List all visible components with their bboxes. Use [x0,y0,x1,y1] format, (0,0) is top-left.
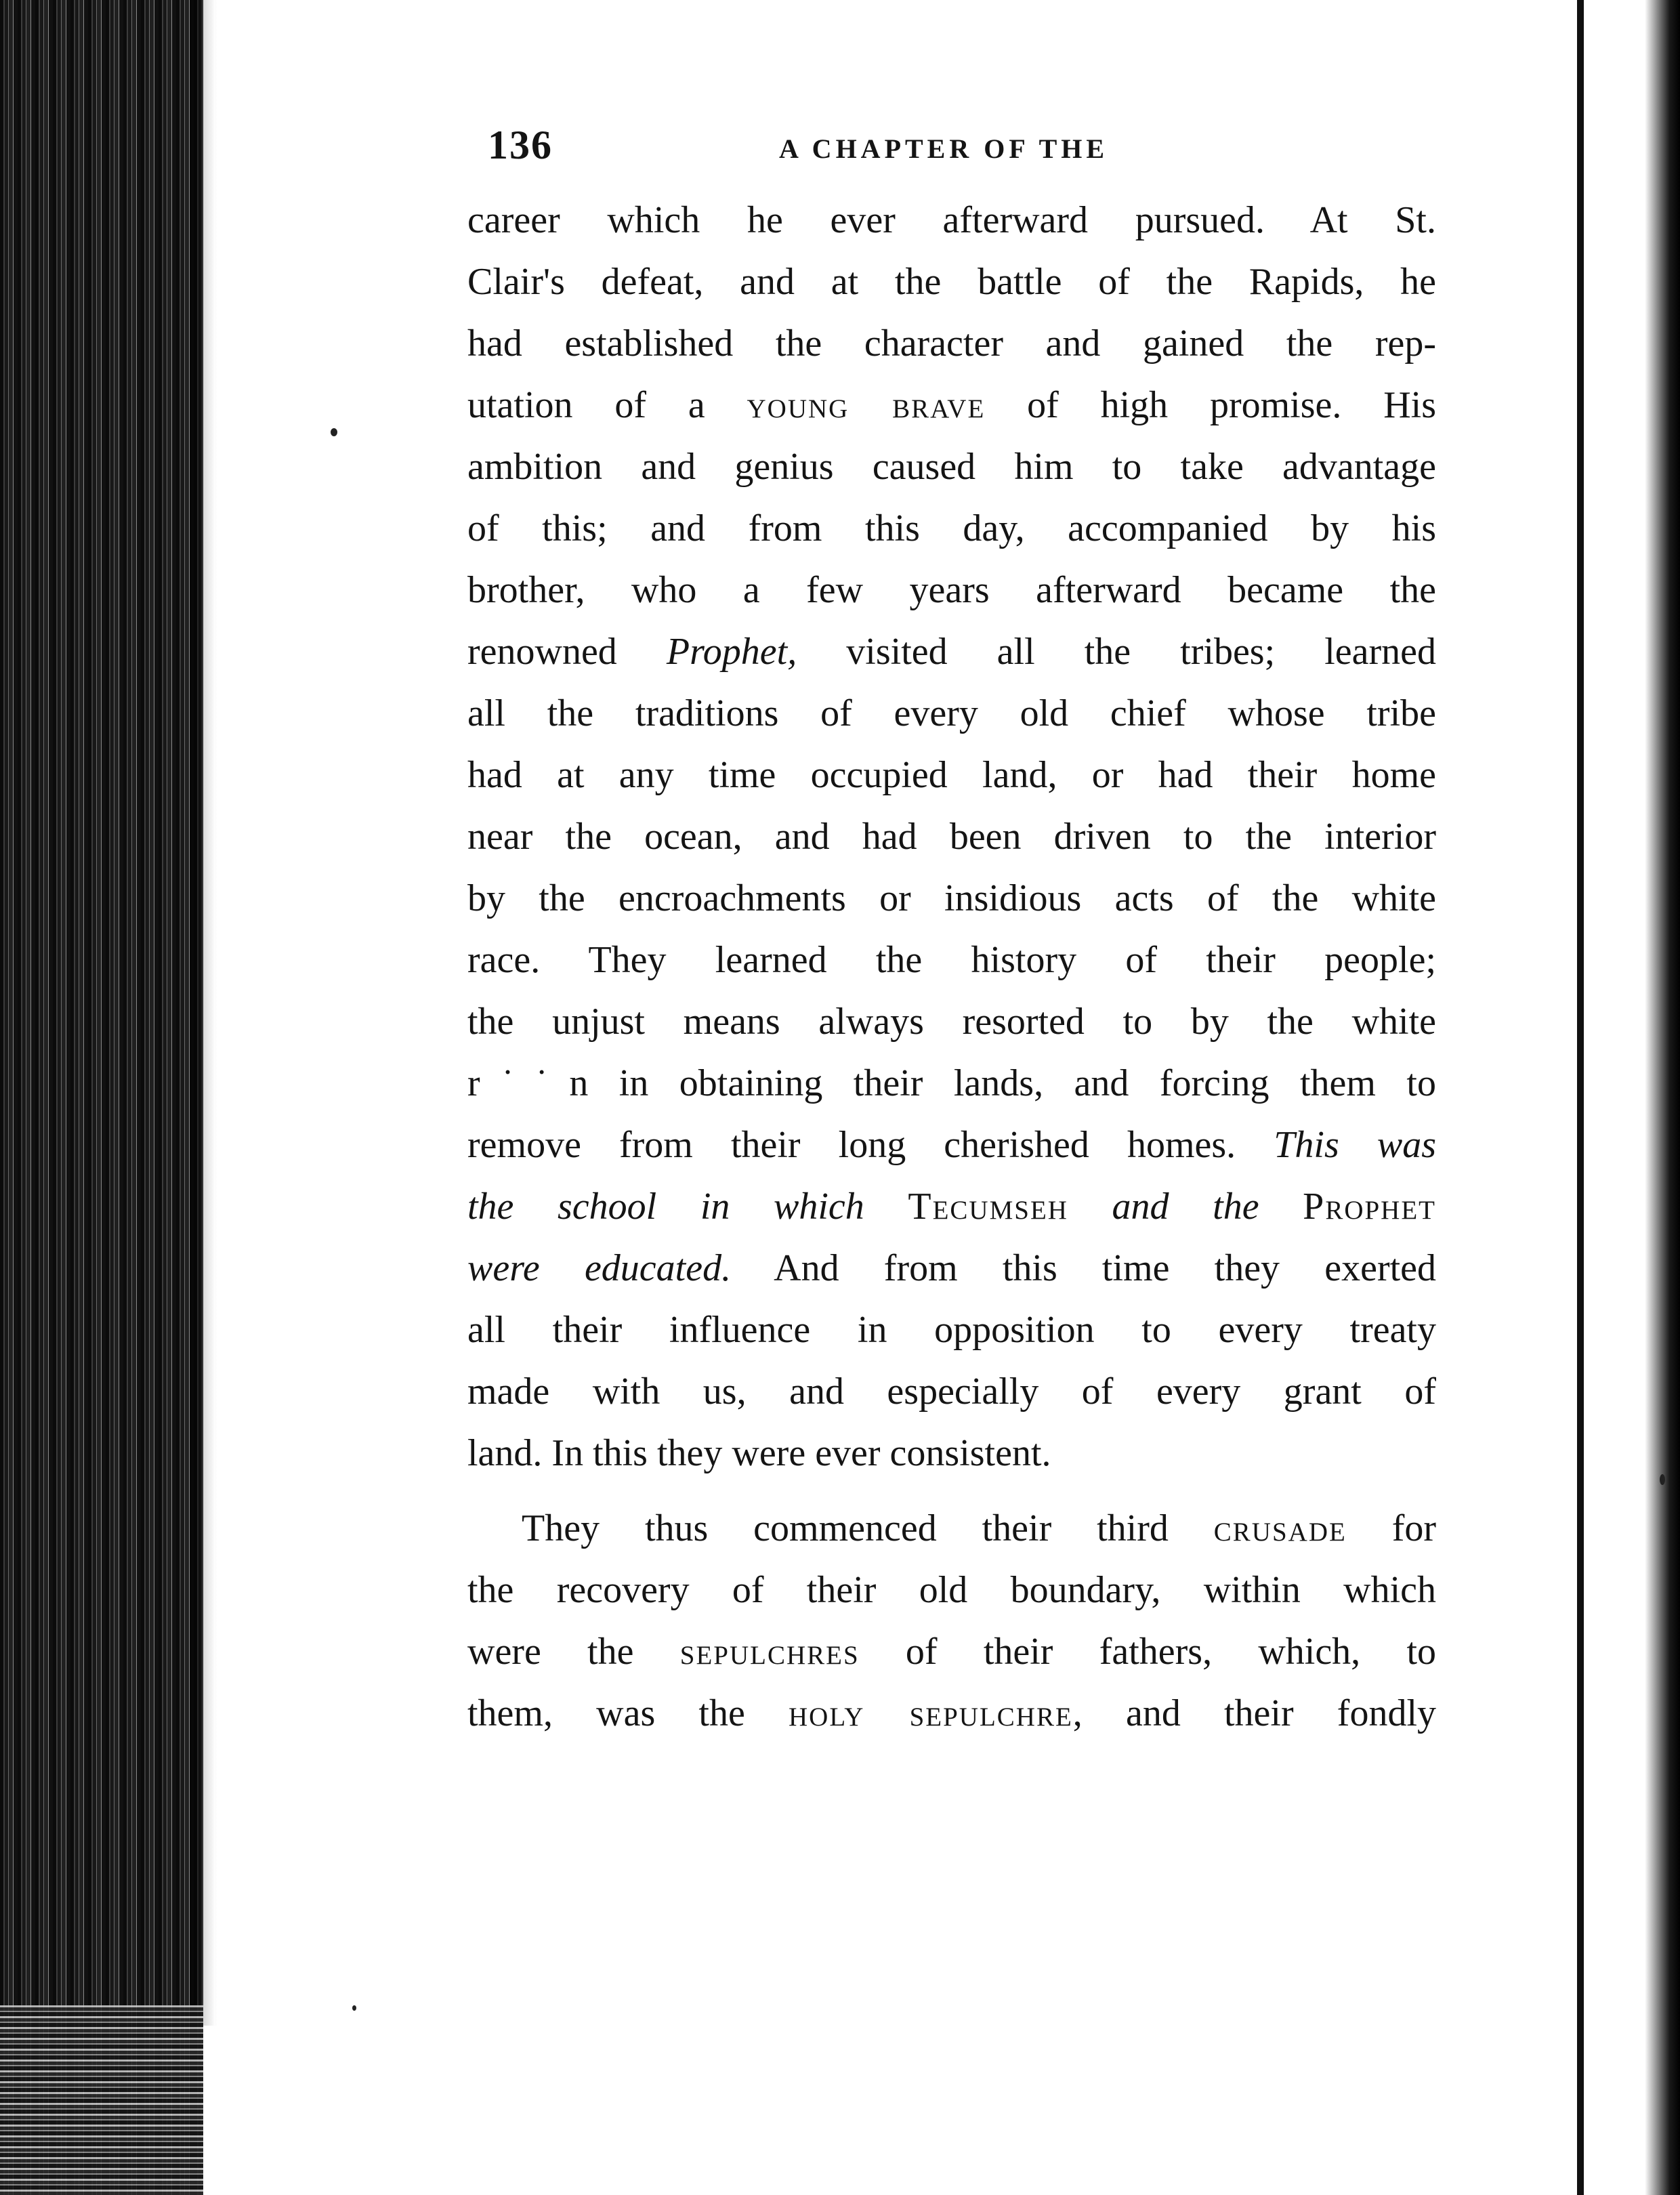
text-line: had established the character and gained the rep- [467,322,1436,364]
text-line [467,1114,1436,1176]
text-line: made with us, and especially of every grant of [467,1371,1436,1413]
small-caps-run: young brave [747,384,986,426]
text-line: ambition and genius caused him to take advantage [467,446,1436,488]
text-line: the recovery of their old boundary, within which [467,1569,1436,1611]
text-run: of high promise. His [985,384,1436,426]
text-run: them, was the [467,1692,789,1734]
text-line: land. In this they were ever consistent. [467,1432,1051,1474]
text-line: brother, who a few years afterward became the [467,569,1436,611]
running-head [440,122,1456,183]
italic-run: the school in which [467,1186,908,1228]
text-line: by the encroachments or insidious acts of the white [467,877,1436,919]
text-run: visited all the tribes; learned [797,631,1436,673]
scan-speck [331,428,337,436]
binding-edge [1584,0,1680,2195]
text-line [467,375,1436,436]
text-line [467,1498,1436,1560]
text-run: , and their fondly [1072,1692,1436,1734]
small-caps-run: Tecumseh [908,1186,1068,1228]
small-caps-run: holy sepulchre [789,1692,1073,1734]
scan-speck [1660,1474,1665,1485]
paragraph-gap [467,1484,1436,1498]
text-line [467,621,1436,683]
text-line: near the ocean, and had been driven to the interior [467,816,1436,858]
text-run: renowned [467,631,667,673]
small-caps-run: sepulchres [679,1631,860,1673]
text-line: Clair's defeat, and at the battle of the Rapids, he [467,261,1436,303]
text-line: r˙˙n in obtaining their lands, and forcing them to [467,1062,1436,1104]
text-run: utation of a [467,384,747,426]
text-line [467,1621,1436,1683]
small-caps-run: Prophet [1303,1186,1436,1228]
text-run: And from this time they exerted [731,1247,1436,1289]
book-page-edges [0,0,203,2195]
text-run: were the [467,1631,680,1673]
body-text [440,190,1456,1744]
italic-run: Prophet, [666,631,797,673]
paragraph [467,1498,1436,1744]
text-run: They thus commenced their third [522,1507,1214,1549]
page-content [440,122,1456,1744]
text-line: the unjust means always resorted to by the white [467,1001,1436,1043]
text-run: remove from their long cherished homes. [467,1124,1274,1166]
text-line: all their influence in opposition to every treaty [467,1309,1436,1351]
text-line: career which he ever afterward pursued. At St. [467,199,1436,241]
text-line [467,1238,1436,1299]
text-line: had at any time occupied land, or had their home [467,754,1436,796]
text-run: of their fathers, which, to [859,1631,1436,1673]
small-caps-run: crusade [1213,1507,1347,1549]
page-edge-rule [1577,0,1584,2195]
page-number: 136 [488,123,553,167]
italic-run: and the [1068,1186,1303,1228]
italic-run: were educated. [467,1247,732,1289]
gutter-shadow [203,0,215,2195]
paragraph [467,190,1436,1484]
scan-speck [352,2005,356,2011]
text-line [467,1176,1436,1238]
running-head-title: A CHAPTER OF THE [779,133,1109,164]
book-page-edges-bottom [0,2005,203,2195]
italic-run: This was [1274,1124,1436,1166]
text-line: all the traditions of every old chief whose tribe [467,692,1436,734]
text-run: for [1346,1507,1436,1549]
text-line [467,1683,1436,1744]
page-bottom-margin [203,2026,1577,2195]
text-line: of this; and from this day, accompanied by his [467,507,1436,549]
text-line: race. They learned the history of their people; [467,939,1436,981]
